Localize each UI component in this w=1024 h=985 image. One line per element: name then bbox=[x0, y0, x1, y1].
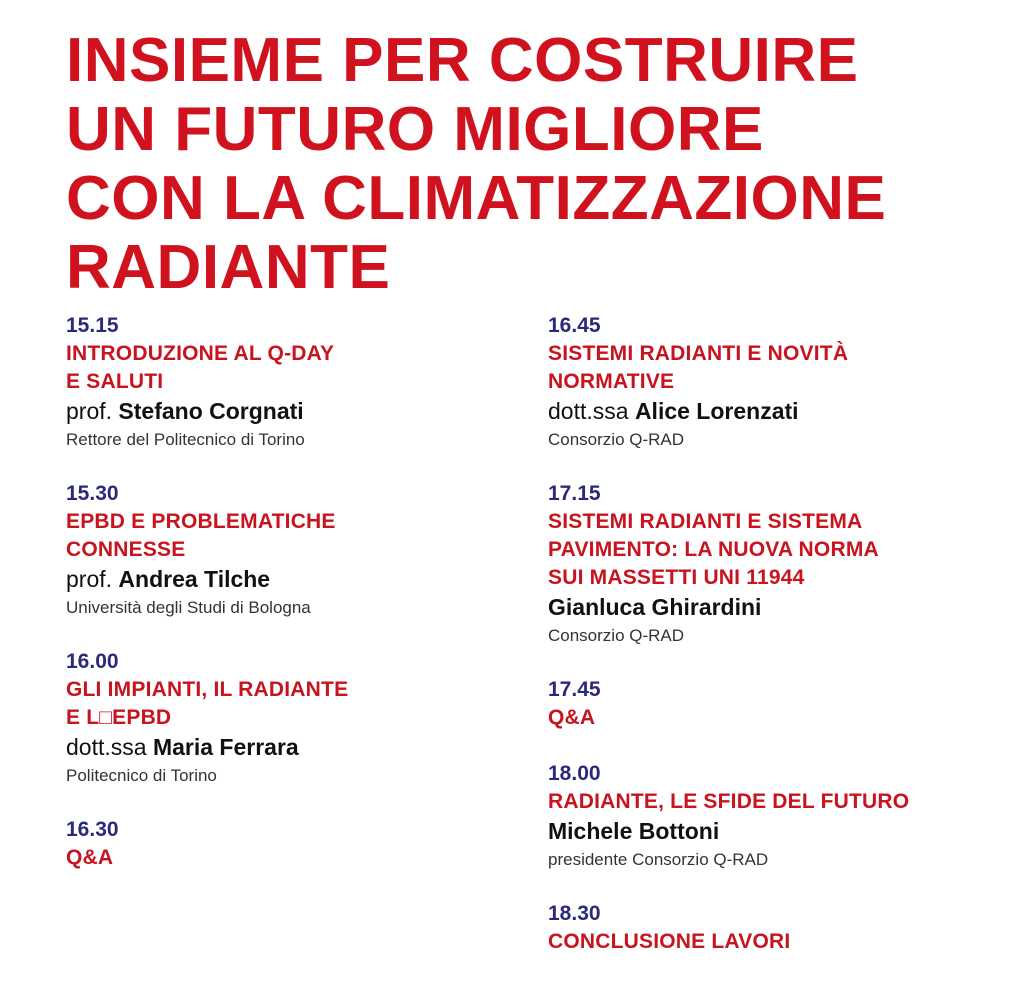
title-line: CON LA CLIMATIZZAZIONE bbox=[66, 164, 887, 233]
item-speaker bbox=[548, 396, 848, 426]
schedule-item bbox=[548, 312, 848, 454]
item-affiliation: Rettore del Politecnico di Torino bbox=[66, 430, 305, 449]
item-topic: E L□EPBD bbox=[66, 706, 172, 729]
schedule-item bbox=[66, 480, 336, 622]
item-time: 18.00 bbox=[548, 762, 601, 785]
schedule-item bbox=[66, 648, 348, 790]
item-affiliation: Consorzio Q-RAD bbox=[548, 430, 685, 449]
title-line: INSIEME PER COSTRUIRE bbox=[66, 26, 859, 95]
schedule-item bbox=[66, 312, 334, 454]
item-topic: INTRODUZIONE AL Q-DAY bbox=[66, 342, 335, 365]
title-line: UN FUTURO MIGLIORE bbox=[66, 95, 764, 164]
speaker-name: Stefano Corgnati bbox=[118, 398, 304, 424]
item-topic: Q&A bbox=[548, 706, 596, 729]
schedule-item bbox=[548, 676, 601, 732]
item-time: 18.30 bbox=[548, 902, 601, 925]
item-topic: RADIANTE, LE SFIDE DEL FUTURO bbox=[548, 790, 910, 813]
speaker-name: Maria Ferrara bbox=[152, 734, 299, 760]
item-time: 17.45 bbox=[548, 678, 601, 701]
speaker-honorific: prof. bbox=[66, 398, 113, 424]
item-time: 16.45 bbox=[548, 314, 601, 337]
speaker-name: Michele Bottoni bbox=[548, 818, 720, 844]
item-topic: PAVIMENTO: LA NUOVA NORMA bbox=[548, 538, 879, 561]
item-time: 15.15 bbox=[66, 314, 119, 337]
item-topic: Q&A bbox=[66, 846, 114, 869]
item-time: 15.30 bbox=[66, 482, 119, 505]
page-title bbox=[66, 26, 886, 302]
item-speaker bbox=[66, 732, 348, 762]
item-speaker bbox=[548, 592, 879, 622]
item-topic: EPBD E PROBLEMATICHE bbox=[66, 510, 336, 533]
item-topic: E SALUTI bbox=[66, 370, 164, 393]
schedule-item bbox=[548, 480, 879, 650]
item-speaker bbox=[548, 816, 909, 846]
item-time: 16.30 bbox=[66, 818, 119, 841]
speaker-honorific: dott.ssa bbox=[548, 398, 629, 424]
schedule-item bbox=[548, 760, 909, 874]
item-time: 17.15 bbox=[548, 482, 601, 505]
item-affiliation: Università degli Studi di Bologna bbox=[66, 598, 311, 617]
item-topic: SISTEMI RADIANTI E NOVITÀ bbox=[548, 342, 849, 365]
schedule-item bbox=[66, 816, 119, 872]
item-topic: CONCLUSIONE LAVORI bbox=[548, 930, 791, 953]
speaker-name: Alice Lorenzati bbox=[634, 398, 799, 424]
item-topic: SISTEMI RADIANTI E SISTEMA bbox=[548, 510, 863, 533]
speaker-name: Andrea Tilche bbox=[118, 566, 271, 592]
item-affiliation: Consorzio Q-RAD bbox=[548, 626, 685, 645]
item-affiliation: presidente Consorzio Q-RAD bbox=[548, 850, 769, 869]
speaker-honorific: dott.ssa bbox=[66, 734, 147, 760]
title-line: RADIANTE bbox=[66, 233, 391, 302]
item-speaker bbox=[66, 396, 334, 426]
item-speaker bbox=[66, 564, 336, 594]
schedule-item bbox=[548, 900, 790, 956]
item-time: 16.00 bbox=[66, 650, 119, 673]
item-topic: GLI IMPIANTI, IL RADIANTE bbox=[66, 678, 349, 701]
item-topic: SUI MASSETTI UNI 11944 bbox=[548, 566, 805, 589]
speaker-honorific: prof. bbox=[66, 566, 113, 592]
speaker-name: Gianluca Ghirardini bbox=[548, 594, 762, 620]
item-topic: CONNESSE bbox=[66, 538, 186, 561]
item-affiliation: Politecnico di Torino bbox=[66, 766, 217, 785]
item-topic: NORMATIVE bbox=[548, 370, 675, 393]
